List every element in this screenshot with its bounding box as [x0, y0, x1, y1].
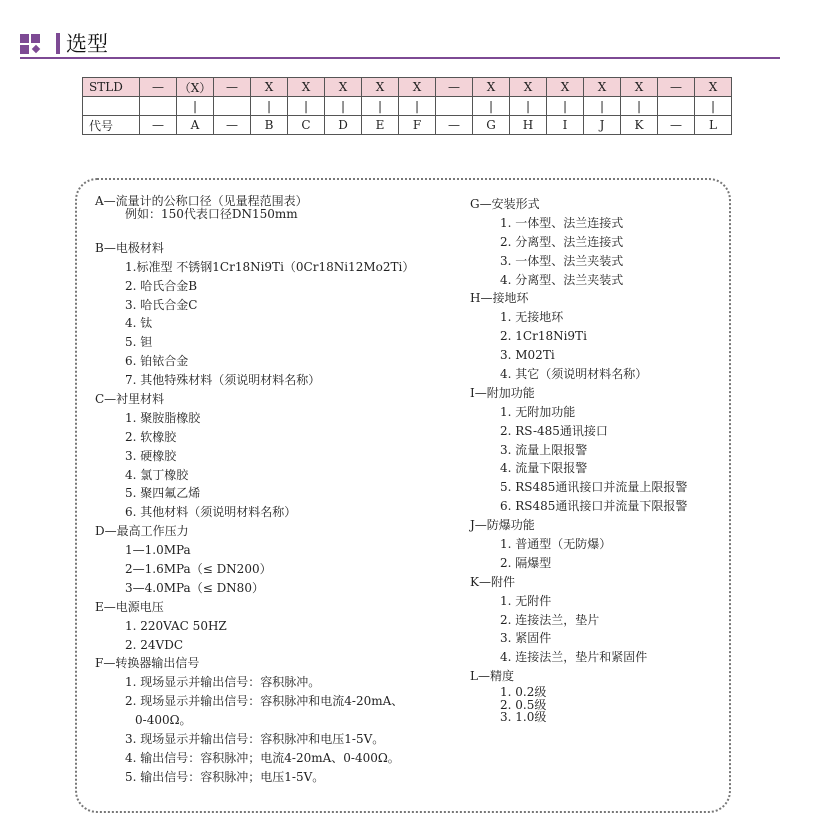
option-item: 2. 连接法兰，垫片: [500, 612, 600, 627]
option-item: 1. 无附加功能: [500, 404, 576, 419]
option-item: 6. RS485通讯接口并流量下限报警: [500, 499, 688, 514]
model-table-cell: |: [288, 97, 325, 116]
option-item: 4. 流量下限报警: [500, 461, 588, 476]
model-table-cell: L: [695, 116, 732, 135]
model-table-cell: G: [473, 116, 510, 135]
model-table-cell: X: [251, 78, 288, 97]
option-item: 2. 24VDC: [125, 637, 184, 652]
option-item: 6. 铂铱合金: [125, 354, 189, 369]
model-table-cell: I: [547, 116, 584, 135]
model-table-cell: J: [584, 116, 621, 135]
option-item: 1—1.0MPa: [125, 543, 191, 558]
model-table-cell: X: [547, 78, 584, 97]
model-table-cell: X: [510, 78, 547, 97]
model-table-cell: —: [658, 116, 695, 135]
option-item: 5. 输出信号：容积脉冲；电压1-5V。: [125, 769, 325, 784]
option-item: 5. 聚四氟乙烯: [125, 486, 201, 501]
header-bar: [56, 33, 60, 54]
option-item: 2. 0.5级: [500, 697, 547, 712]
model-table-cell: —: [140, 78, 177, 97]
model-table-cell: |: [621, 97, 658, 116]
option-section-heading: F—转换器输出信号: [95, 656, 200, 671]
model-table-cell: —: [214, 116, 251, 135]
model-table-cell: X: [399, 78, 436, 97]
option-section-heading: D—最高工作压力: [95, 524, 189, 539]
model-table-row: [83, 97, 732, 116]
model-table-cell: B: [251, 116, 288, 135]
model-table-cell: |: [251, 97, 288, 116]
model-table-cell: [436, 97, 473, 116]
option-item: 6. 其他材料（须说明材料名称）: [125, 505, 297, 520]
option-item: 1. 聚胺脂橡胶: [125, 410, 201, 425]
option-item: 3. 硬橡胶: [125, 448, 177, 463]
model-table-cell: |: [473, 97, 510, 116]
option-section-heading: B—电极材料: [95, 240, 164, 255]
model-table-cell: |: [510, 97, 547, 116]
option-item: 1. 现场显示并输出信号：容积脉冲。: [125, 675, 321, 690]
model-table-cell: |: [177, 97, 214, 116]
model-table-cell: —: [658, 78, 695, 97]
option-item: 4. 其它（须说明材料名称）: [500, 367, 648, 382]
left-options-column: [95, 195, 414, 787]
model-table-cell: F: [399, 116, 436, 135]
option-item: 4. 氯丁橡胶: [125, 467, 189, 482]
model-table-cell: A: [177, 116, 214, 135]
model-table-cell: [658, 97, 695, 116]
option-item: 3. 哈氏合金C: [125, 297, 198, 312]
option-section-heading: H—接地环: [470, 291, 529, 306]
option-item: 0-400Ω。: [135, 713, 192, 728]
model-table-cell: X: [621, 78, 658, 97]
option-section-heading: G—安装形式: [470, 197, 540, 211]
model-table-cell: [83, 97, 140, 116]
model-table-cell: |: [399, 97, 436, 116]
model-table-cell: —: [436, 116, 473, 135]
option-item: 3. 紧固件: [500, 631, 552, 646]
option-section-heading: A—流量计的公称口径（见量程范围表）: [95, 194, 308, 208]
model-table-cell: STLD: [83, 78, 140, 97]
option-item: 1.标准型 不锈钢1Cr18Ni9Ti（0Cr18Ni12Mo2Ti）: [125, 259, 415, 274]
model-table-cell: E: [362, 116, 399, 135]
model-table-cell: X: [288, 78, 325, 97]
model-table-cell: X: [695, 78, 732, 97]
model-table-cell: [214, 97, 251, 116]
model-table-cell: X: [473, 78, 510, 97]
model-table-cell: （X）: [177, 78, 214, 97]
model-table-cell: C: [288, 116, 325, 135]
option-section-heading: K—附件: [470, 574, 515, 589]
option-item: 1. 0.2级: [500, 685, 547, 700]
option-item: 5. 钽: [125, 335, 153, 350]
option-item: 1. 220VAC 50HZ: [125, 618, 227, 633]
right-options-column: [470, 195, 687, 724]
option-item: 1. 一体型、法兰连接式: [500, 215, 624, 230]
model-table-row: [83, 78, 732, 97]
option-item: 2—1.6MPa（≤ DN200）: [125, 562, 272, 577]
option-item: 2. 1Cr18Ni9Ti: [500, 329, 587, 344]
option-item: 1. 普通型（无防爆）: [500, 537, 612, 552]
option-item: 2. 现场显示并输出信号：容积脉冲和电流4-20mA、: [125, 694, 404, 709]
model-table-cell: [140, 97, 177, 116]
model-table-cell: H: [510, 116, 547, 135]
option-item: 2. 隔爆型: [500, 555, 552, 570]
model-code-table: [82, 77, 732, 135]
option-item: 例如：150代表口径DN150mm: [125, 206, 298, 221]
option-item: 3. 现场显示并输出信号：容积脉冲和电压1-5V。: [125, 732, 385, 747]
model-table-cell: K: [621, 116, 658, 135]
option-section-heading: E—电源电压: [95, 599, 164, 614]
option-item: 3. 一体型、法兰夹装式: [500, 253, 624, 268]
option-item: 3. M02Ti: [500, 348, 555, 363]
option-item: 4. 输出信号：容积脉冲；电流4-20mA、0-400Ω。: [125, 750, 400, 765]
option-item: 1. 无接地环: [500, 310, 564, 325]
model-table-cell: —: [214, 78, 251, 97]
option-item: 2. RS-485通讯接口: [500, 423, 608, 438]
option-section-heading: [95, 220, 414, 239]
option-item: 4. 钛: [125, 316, 153, 331]
page-title: 选型: [66, 32, 108, 56]
option-section-heading: C—衬里材料: [95, 392, 165, 407]
model-table-cell: —: [436, 78, 473, 97]
section-header: [20, 30, 780, 58]
model-table-row: [83, 116, 732, 135]
model-table-cell: |: [584, 97, 621, 116]
option-section-heading: J—防爆功能: [470, 518, 535, 533]
model-table-cell: |: [325, 97, 362, 116]
option-item: 4. 连接法兰，垫片和紧固件: [500, 650, 648, 665]
model-table-cell: X: [362, 78, 399, 97]
model-table-cell: |: [547, 97, 584, 116]
model-table-cell: —: [140, 116, 177, 135]
option-item: 3. 流量上限报警: [500, 442, 588, 457]
model-table-cell: |: [695, 97, 732, 116]
model-table-cell: 代号: [83, 116, 140, 135]
option-section-heading: L—精度: [470, 669, 514, 684]
option-item: 3—4.0MPa（≤ DN80）: [125, 580, 264, 595]
header-rule: [20, 57, 780, 59]
model-table-cell: D: [325, 116, 362, 135]
option-item: 2. 软橡胶: [125, 429, 177, 444]
option-section-heading: I—附加功能: [470, 385, 535, 400]
option-item: 7. 其他特殊材料（须说明材料名称）: [125, 373, 321, 388]
model-table-cell: X: [584, 78, 621, 97]
model-table-cell: |: [362, 97, 399, 116]
model-table-cell: X: [325, 78, 362, 97]
option-item: 2. 分离型、法兰连接式: [500, 234, 624, 249]
option-item: 4. 分离型、法兰夹装式: [500, 272, 624, 287]
option-item: 1. 无附件: [500, 593, 552, 608]
option-item: 3. 1.0级: [500, 710, 547, 725]
option-item: 5. RS485通讯接口并流量上限报警: [500, 480, 688, 495]
section-logo-icon: [20, 34, 50, 56]
option-item: 2. 哈氏合金B: [125, 278, 198, 293]
